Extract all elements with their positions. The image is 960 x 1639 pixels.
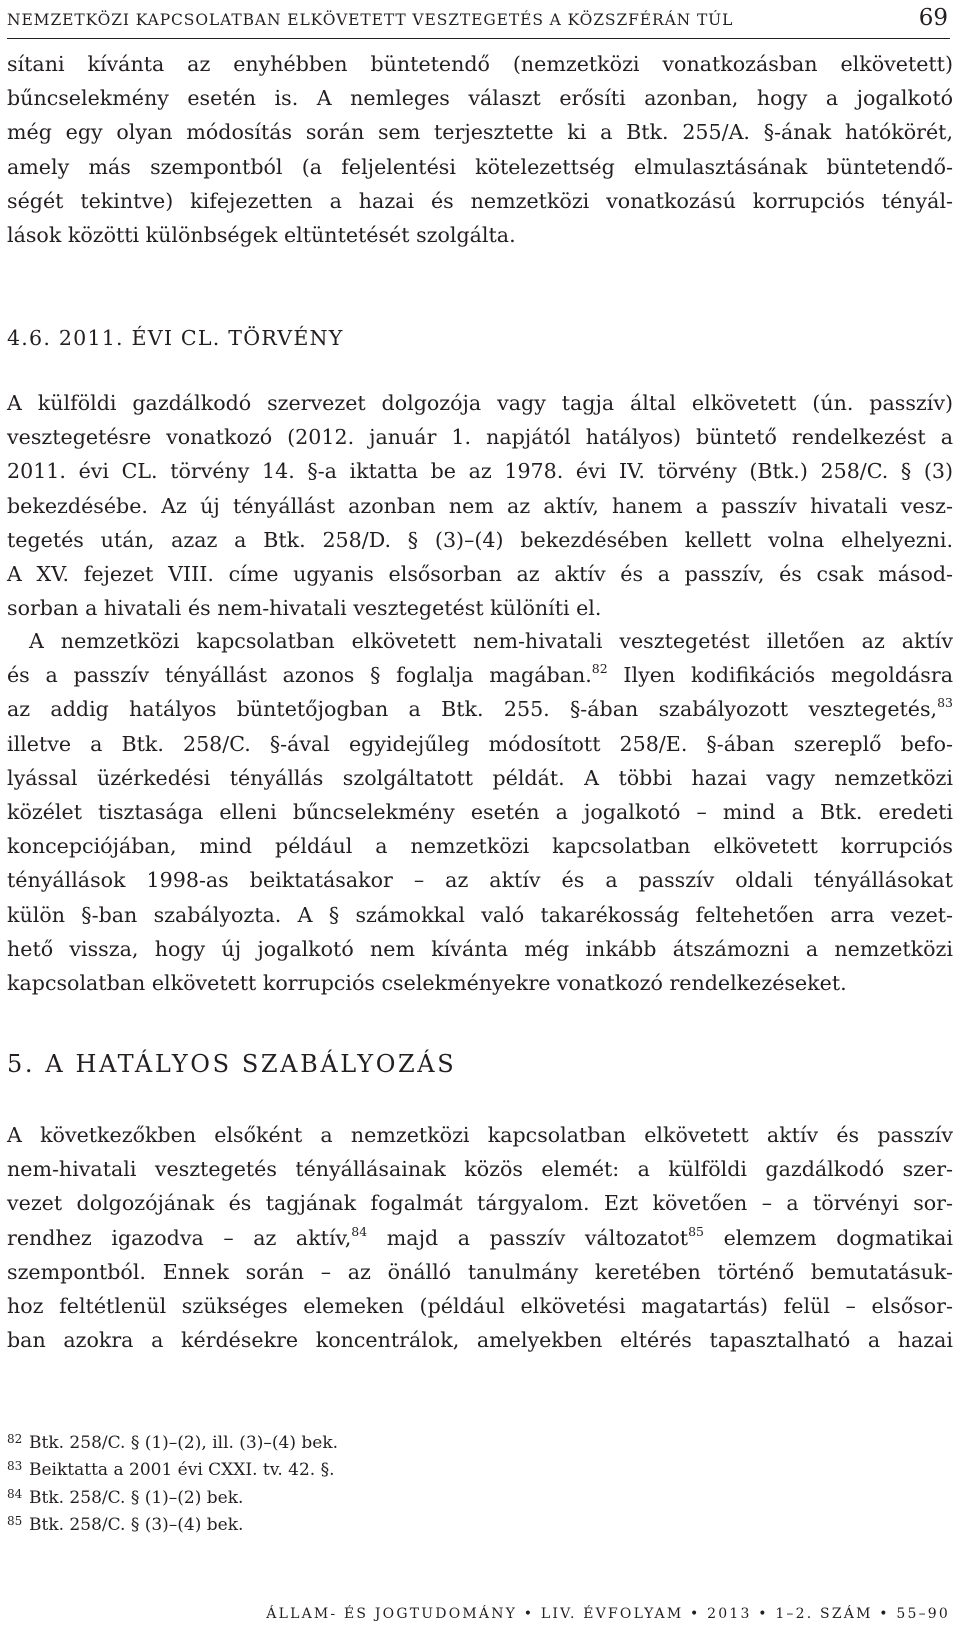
footnote-82: 82 Btk. 258/C. § (1)–(2), ill. (3)–(4) bek.	[7, 1432, 339, 1453]
paragraph-4	[7, 1118, 953, 1357]
text-line: koncepciójában, mind például a nemzetközi kapcsolatban elkövetett korrupciós	[7, 834, 953, 859]
text-line: ségét tekintve) kifejezetten a hazai és nemzetközi vonatkozású korrupciós tényál-	[7, 188, 953, 213]
text-span: az addig hatályos büntetőjogban a Btk. 255. §-ában szabályozott vesztegetés,	[7, 697, 938, 722]
text-line	[7, 692, 953, 726]
text-line: sítani kívánta az enyhébben büntetendő (nemzetközi vonatkozásban elkövetett)	[7, 52, 953, 76]
text-line: tényállások 1998-as beiktatásakor – az aktív és a passzív oldali tényállásokat	[7, 868, 953, 893]
footnote-ref-85[interactable]: 85	[688, 1223, 704, 1239]
footnote-ref-84[interactable]: 84	[351, 1223, 368, 1239]
text-line: hető vissza, hogy új jogalkotó nem kívánta még inkább átszámozni a nemzetközi	[7, 936, 953, 961]
text-line: közélet tisztasága elleni bűncselekmény esetén a jogalkotó – mind a Btk. eredeti	[7, 799, 953, 824]
text-span: majd a passzív változatot	[367, 1225, 689, 1250]
text-line: lások közötti különbségek eltüntetését szolgálta.	[7, 222, 516, 247]
footnote-85: 85 Btk. 258/C. § (3)–(4) bek.	[7, 1513, 244, 1535]
text-line: ban azokra a kérdésekre koncentrálok, amelyekben eltérés tapasztalható a hazai	[7, 1328, 953, 1353]
footnotes	[7, 1430, 907, 1539]
footnote-text: Btk. 258/C. § (3)–(4) bek.	[29, 1514, 244, 1535]
section-heading: 5. A HATÁLYOS SZABÁLYOZÁS	[7, 1050, 457, 1078]
text-line: külön §-ban szabályozta. A § számokkal való takarékosság feltehetően arra vezet-	[7, 902, 953, 927]
text-line: A külföldi gazdálkodó szervezet dolgozója vagy tagja által elkövetett (ún. passzív)	[7, 391, 953, 415]
footnote-83: 83 Beiktatta a 2001 évi CXXI. tv. 42. §.	[7, 1459, 335, 1481]
text-span: elemzem dogmatikai	[704, 1225, 953, 1250]
text-line: kapcsolatban elkövetett korrupciós cselekményekre vonatkozó rendelkezéseket.	[7, 970, 847, 995]
footnote-ref-82[interactable]: 82	[591, 661, 608, 677]
running-footer: ÁLLAM- ÉS JOGTUDOMÁNY • LIV. ÉVFOLYAM • 2013 • 1–2. SZÁM • 55–90	[266, 1606, 950, 1622]
text-span: és a passzív tényállást azonos § foglalja magában.	[7, 663, 592, 688]
text-line	[7, 1221, 953, 1255]
running-header-title: NEMZETKÖZI KAPCSOLATBAN ELKÖVETETT VESZTEGETÉS A KÖZSZFÉRÁN TÚL	[7, 11, 734, 29]
paragraph-3	[7, 624, 953, 1000]
text-line: A nemzetközi kapcsolatban elkövetett nem-hivatali vesztegetést illetően az aktív	[29, 629, 953, 653]
text-line: hoz feltétlenül szükséges elemeken (például elkövetési magatartás) felül – elsősor-	[7, 1293, 953, 1318]
footnote-text: Beiktatta a 2001 évi CXXI. tv. 42. §.	[29, 1460, 335, 1481]
text-span: rendhez igazodva – az aktív,	[7, 1225, 352, 1250]
text-line: amely más szempontból (a feljelentési kötelezettség elmulasztásának büntetendő-	[7, 154, 953, 179]
text-line: bekezdésébe. Az új tényállást azonban nem az aktív, hanem a passzív hivatali vesz-	[7, 493, 953, 518]
text-line: nem-hivatali vesztegetés tényállásainak közös elemét: a külföldi gazdálkodó szer-	[7, 1157, 953, 1182]
text-line: lyással üzérkedési tényállás szolgáltatott példát. A többi hazai vagy nemzetközi	[7, 765, 953, 790]
footnote-text: Btk. 258/C. § (1)–(2) bek.	[29, 1487, 244, 1508]
text-line: tegetés után, azaz a Btk. 258/D. § (3)–(4) bekezdésében kellett volna elhelyezni.	[7, 527, 953, 552]
running-header	[7, 4, 950, 39]
text-span: Ilyen kodifikációs megoldásra	[607, 663, 953, 688]
text-line: 2011. évi CL. törvény 14. §-a iktatta be az 1978. évi IV. törvény (Btk.) 258/C. § (3)	[7, 459, 953, 484]
text-line: sorban a hivatali és nem-hivatali vesztegetést különíti el.	[7, 596, 602, 621]
subsection-heading: 4.6. 2011. ÉVI CL. TÖRVÉNY	[7, 326, 344, 350]
footnote-84: 84 Btk. 258/C. § (1)–(2) bek.	[7, 1486, 244, 1508]
paragraph-2	[7, 386, 953, 625]
footnote-ref-83[interactable]: 83	[937, 695, 953, 711]
text-line: vezet dolgozójának és tagjának fogalmát tárgyalom. Ezt követően – a törvényi sor-	[7, 1191, 953, 1216]
text-line: A XV. fejezet VIII. címe ugyanis elsősorban az aktív és a passzív, és csak másod-	[7, 561, 953, 586]
paragraph-1	[7, 47, 953, 252]
text-line: vesztegetésre vonatkozó (2012. január 1. napjától hatályos) büntető rendelkezést a	[7, 425, 953, 450]
text-line	[7, 658, 953, 692]
footnote-text: Btk. 258/C. § (1)–(2), ill. (3)–(4) bek.	[29, 1433, 339, 1453]
text-line: szempontból. Ennek során – az önálló tanulmány keretében történő bemutatásuk-	[7, 1259, 953, 1284]
page-number: 69	[918, 5, 948, 31]
text-line: illetve a Btk. 258/C. §-ával egyidejűleg módosított 258/E. §-ában szereplő befo-	[7, 731, 953, 756]
text-line: még egy olyan módosítás során sem terjesztette ki a Btk. 255/A. §-ának hatókörét,	[7, 120, 953, 145]
text-line: A következőkben elsőként a nemzetközi kapcsolatban elkövetett aktív és passzív	[7, 1123, 953, 1147]
text-line: bűncselekmény esetén is. A nemleges választ erősíti azonban, hogy a jogalkotó	[7, 86, 953, 111]
